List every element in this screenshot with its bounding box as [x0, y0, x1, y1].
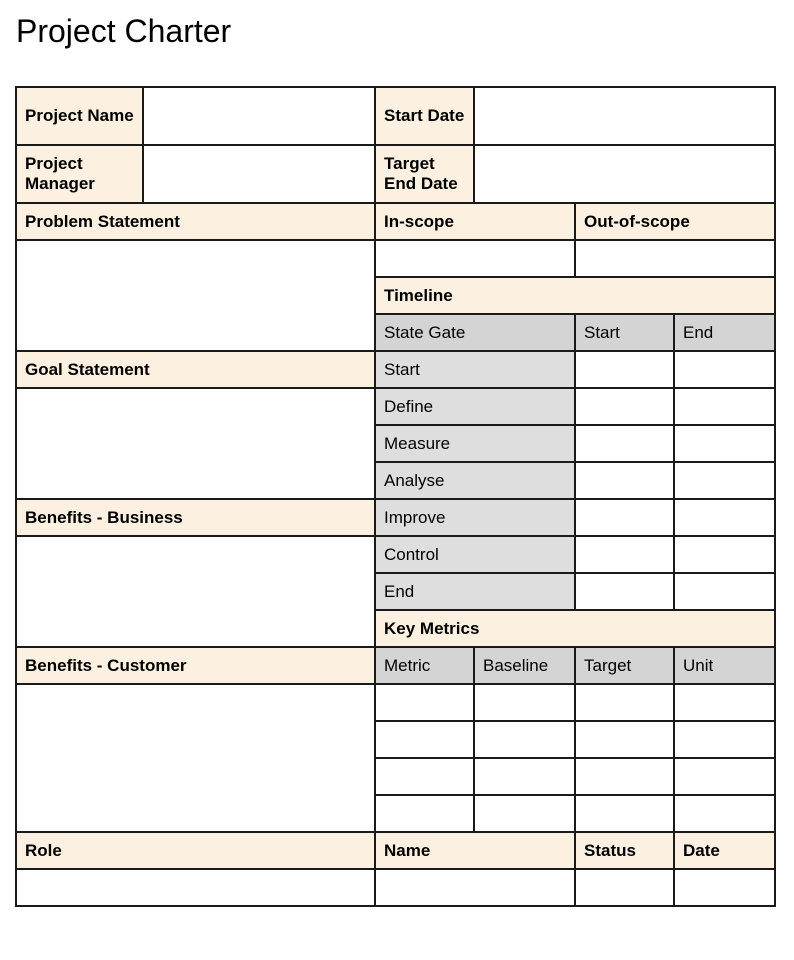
project-name-field[interactable]: [143, 87, 375, 145]
timeline-gate-label: Start: [375, 351, 575, 388]
unit-cell[interactable]: [674, 684, 775, 721]
timeline-start-cell[interactable]: [575, 462, 674, 499]
timeline-gate-label: End: [375, 573, 575, 610]
timeline-end-cell[interactable]: [674, 499, 775, 536]
timeline-end-cell[interactable]: [674, 536, 775, 573]
metric-cell[interactable]: [375, 758, 474, 795]
goal-statement-label: Goal Statement: [16, 351, 375, 388]
project-name-label: Project Name: [16, 87, 143, 145]
timeline-start-cell[interactable]: [575, 536, 674, 573]
team-column-header: Role: [16, 832, 375, 869]
page-title: Project Charter: [16, 13, 232, 49]
target-end-date-field[interactable]: [474, 145, 775, 203]
timeline-start-cell[interactable]: [575, 425, 674, 462]
project-manager-label: Project Manager: [16, 145, 143, 203]
unit-cell[interactable]: [674, 721, 775, 758]
role-cell[interactable]: [16, 869, 375, 906]
key-metrics-title: Key Metrics: [375, 610, 775, 647]
unit-cell[interactable]: [674, 758, 775, 795]
start-date-field[interactable]: [474, 87, 775, 145]
charter-table: [15, 86, 776, 907]
out-of-scope-label: Out-of-scope: [575, 203, 775, 240]
timeline-gate-label: Analyse: [375, 462, 575, 499]
timeline-column-header: State Gate: [375, 314, 575, 351]
timeline-start-cell[interactable]: [575, 351, 674, 388]
in-scope-field[interactable]: [375, 240, 575, 277]
target-cell[interactable]: [575, 721, 674, 758]
target-end-date-label: Target End Date: [375, 145, 474, 203]
metric-cell[interactable]: [375, 684, 474, 721]
timeline-end-cell[interactable]: [674, 388, 775, 425]
metric-cell[interactable]: [375, 721, 474, 758]
target-cell[interactable]: [575, 684, 674, 721]
baseline-cell[interactable]: [474, 721, 575, 758]
key-metrics-column-header: Metric: [375, 647, 474, 684]
project-manager-field[interactable]: [143, 145, 375, 203]
goal-statement-field[interactable]: [16, 388, 375, 499]
status-cell[interactable]: [575, 869, 674, 906]
timeline-end-cell[interactable]: [674, 351, 775, 388]
timeline-column-header: End: [674, 314, 775, 351]
problem-statement-field[interactable]: [16, 240, 375, 351]
problem-statement-label: Problem Statement: [16, 203, 375, 240]
baseline-cell[interactable]: [474, 758, 575, 795]
key-metrics-column-header: Baseline: [474, 647, 575, 684]
benefits-business-field[interactable]: [16, 536, 375, 647]
timeline-end-cell[interactable]: [674, 462, 775, 499]
baseline-cell[interactable]: [474, 795, 575, 832]
target-cell[interactable]: [575, 758, 674, 795]
team-column-header: Name: [375, 832, 575, 869]
timeline-column-header: Start: [575, 314, 674, 351]
benefits-customer-label: Benefits - Customer: [16, 647, 375, 684]
timeline-start-cell[interactable]: [575, 573, 674, 610]
baseline-cell[interactable]: [474, 684, 575, 721]
unit-cell[interactable]: [674, 795, 775, 832]
date-cell[interactable]: [674, 869, 775, 906]
timeline-end-cell[interactable]: [674, 573, 775, 610]
in-scope-label: In-scope: [375, 203, 575, 240]
timeline-end-cell[interactable]: [674, 425, 775, 462]
timeline-start-cell[interactable]: [575, 388, 674, 425]
metric-cell[interactable]: [375, 795, 474, 832]
team-column-header: Date: [674, 832, 775, 869]
timeline-gate-label: Improve: [375, 499, 575, 536]
start-date-label: Start Date: [375, 87, 474, 145]
benefits-customer-field[interactable]: [16, 684, 375, 832]
out-of-scope-field[interactable]: [575, 240, 775, 277]
timeline-gate-label: Define: [375, 388, 575, 425]
key-metrics-column-header: Target: [575, 647, 674, 684]
benefits-business-label: Benefits - Business: [16, 499, 375, 536]
name-cell[interactable]: [375, 869, 575, 906]
timeline-gate-label: Control: [375, 536, 575, 573]
timeline-start-cell[interactable]: [575, 499, 674, 536]
target-cell[interactable]: [575, 795, 674, 832]
timeline-gate-label: Measure: [375, 425, 575, 462]
timeline-title: Timeline: [375, 277, 775, 314]
team-column-header: Status: [575, 832, 674, 869]
key-metrics-column-header: Unit: [674, 647, 775, 684]
